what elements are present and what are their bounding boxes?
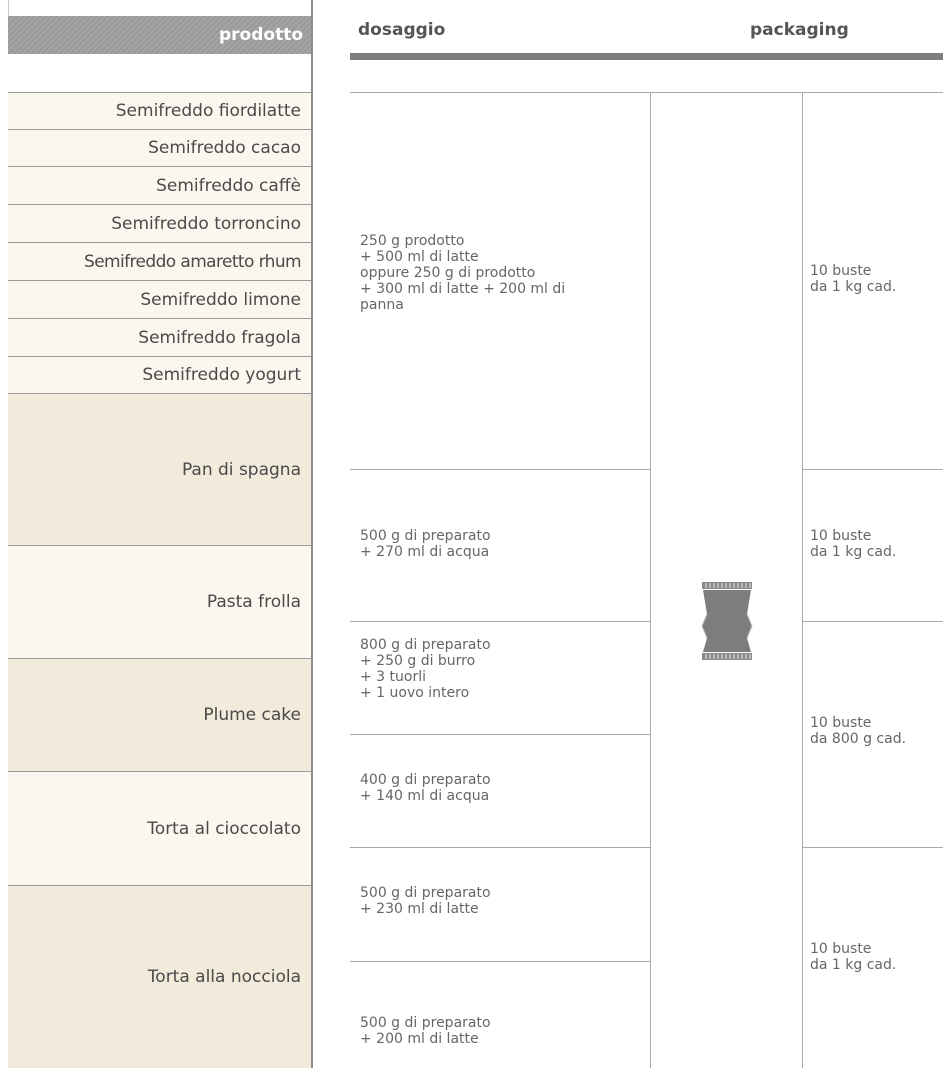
- product-semifreddo-caffe: Semifreddo caffè: [8, 167, 311, 205]
- row-divider: [802, 847, 943, 848]
- row-divider: [350, 92, 943, 93]
- product-pan-di-spagna: Pan di spagna: [8, 394, 311, 546]
- dosaggio-pan-di-spagna: 500 g di preparato + 270 ml di acqua: [360, 528, 491, 560]
- dosaggio-pasta-frolla: 800 g di preparato + 250 g di burro + 3 tuorli + 1 uovo intero: [360, 637, 491, 701]
- bag-icon: [698, 580, 756, 662]
- row-divider: [350, 621, 650, 622]
- header-packaging: packaging: [750, 20, 849, 40]
- row-divider: [350, 847, 650, 848]
- column-divider: [311, 0, 313, 1068]
- dosaggio-plume-cake: 400 g di preparato + 140 ml di acqua: [360, 772, 491, 804]
- product-semifreddo-torroncino: Semifreddo torroncino: [8, 205, 311, 243]
- dosaggio-semifreddi: 250 g prodotto + 500 ml di latte oppure 250 g di prodotto + 300 ml di latte + 200 ml di panna: [360, 233, 566, 313]
- packaging-pan-di-spagna: 10 buste da 1 kg cad.: [810, 528, 897, 560]
- product-semifreddo-cacao: Semifreddo cacao: [8, 130, 311, 167]
- row-divider: [350, 469, 650, 470]
- product-semifreddo-fragola: Semifreddo fragola: [8, 319, 311, 357]
- product-semifreddo-amaretto-rhum: Semifreddo amaretto rhum: [8, 243, 311, 281]
- product-plume-cake: Plume cake: [8, 659, 311, 772]
- product-torta-al-cioccolato: Torta al cioccolato: [8, 772, 311, 886]
- packaging-torte: 10 buste da 1 kg cad.: [810, 941, 897, 973]
- packaging-semifreddi: 10 buste da 1 kg cad.: [810, 263, 897, 295]
- product-semifreddo-yogurt: Semifreddo yogurt: [8, 357, 311, 394]
- row-divider: [350, 734, 650, 735]
- header-dosaggio: dosaggio: [358, 20, 446, 40]
- row-divider: [350, 961, 650, 962]
- column-divider: [650, 92, 651, 1068]
- row-divider: [802, 469, 943, 470]
- product-semifreddo-limone: Semifreddo limone: [8, 281, 311, 319]
- row-divider: [802, 621, 943, 622]
- product-semifreddo-fiordilatte: Semifreddo fiordilatte: [8, 92, 311, 130]
- column-divider: [802, 92, 803, 1068]
- dosaggio-torta-al-cioccolato: 500 g di preparato + 230 ml di latte: [360, 885, 491, 917]
- product-pasta-frolla: Pasta frolla: [8, 546, 311, 659]
- header-prodotto: [8, 16, 311, 54]
- product-torta-alla-nocciola: Torta alla nocciola: [8, 886, 311, 1068]
- header-bar: [350, 53, 943, 60]
- dosaggio-torta-alla-nocciola: 500 g di preparato + 200 ml di latte: [360, 1015, 491, 1047]
- header-prodotto-label: prodotto: [218, 25, 303, 45]
- top-divider: [8, 0, 9, 16]
- packaging-pasta-frolla-plume-cake: 10 buste da 800 g cad.: [810, 715, 907, 747]
